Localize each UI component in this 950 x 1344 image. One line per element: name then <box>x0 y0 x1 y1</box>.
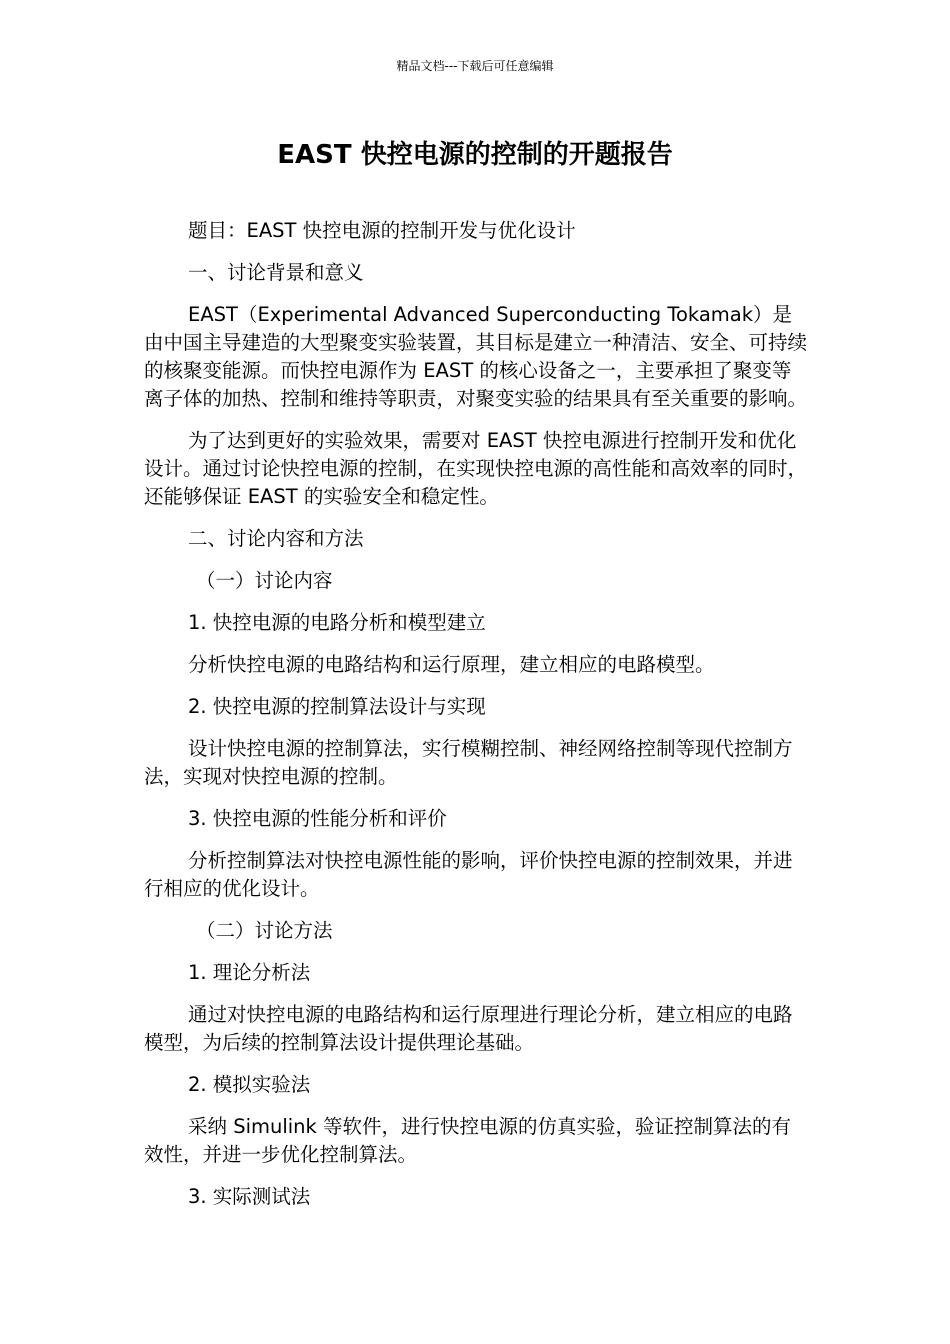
header-note: 精品文档---下载后可任意编辑 <box>396 59 554 73</box>
item-heading-testing: 3. 实际测试法 <box>188 1185 311 1208</box>
section-heading-background: 一、讨论背景和意义 <box>188 261 364 284</box>
paragraph-background-2: 为了达到更好的实验效果，需要对 EAST 快控电源进行控制开发和优化设计。通过讨论快控电源的控制，在实现快控电源的高性能和高效率的同时，还能够保证 EAST 的实验安全和稳定性。 <box>144 429 808 508</box>
item-heading-simulation: 2. 模拟实验法 <box>188 1073 311 1096</box>
subsection-heading-content: （一）讨论内容 <box>196 569 333 592</box>
item-heading-performance: 3. 快控电源的性能分析和评价 <box>188 807 447 830</box>
item-text-performance: 分析控制算法对快控电源性能的影响，评价快控电源的控制效果，并进行相应的优化设计。 <box>144 849 793 900</box>
item-text-simulation: 采纳 Simulink 等软件，进行快控电源的仿真实验，验证控制算法的有效性，并进一步优化控制算法。 <box>144 1115 792 1166</box>
document-title: EAST 快控电源的控制的开题报告 <box>277 140 673 170</box>
item-heading-control-algorithm: 2. 快控电源的控制算法设计与实现 <box>188 695 486 718</box>
subsection-heading-method: （二）讨论方法 <box>196 919 333 942</box>
item-heading-theory: 1. 理论分析法 <box>188 961 311 984</box>
item-heading-circuit-analysis: 1. 快控电源的电路分析和模型建立 <box>188 611 486 634</box>
item-text-control-algorithm: 设计快控电源的控制算法，实行模糊控制、神经网络控制等现代控制方法，实现对快控电源的控制。 <box>144 737 793 788</box>
section-heading-content-method: 二、讨论内容和方法 <box>188 527 364 550</box>
document-body <box>144 217 808 1225</box>
item-text-theory: 通过对快控电源的电路结构和运行原理进行理论分析，建立相应的电路模型，为后续的控制算法设计提供理论基础。 <box>144 1003 793 1054</box>
topic-line: 题目：EAST 快控电源的控制开发与优化设计 <box>188 219 576 242</box>
paragraph-background-1: EAST（Experimental Advanced Superconducting Tokamak）是由中国主导建造的大型聚变实验装置，其目标是建立一种清洁、安全、可持续的核聚变能源。而快控电源作为 EAST 的核心设备之一，主要承担了聚变等离子体的加热、控制和维持等职责，对聚变实验的结果具有至关重要的影响。 <box>144 303 808 410</box>
item-text-circuit-analysis: 分析快控电源的电路结构和运行原理，建立相应的电路模型。 <box>188 653 715 676</box>
